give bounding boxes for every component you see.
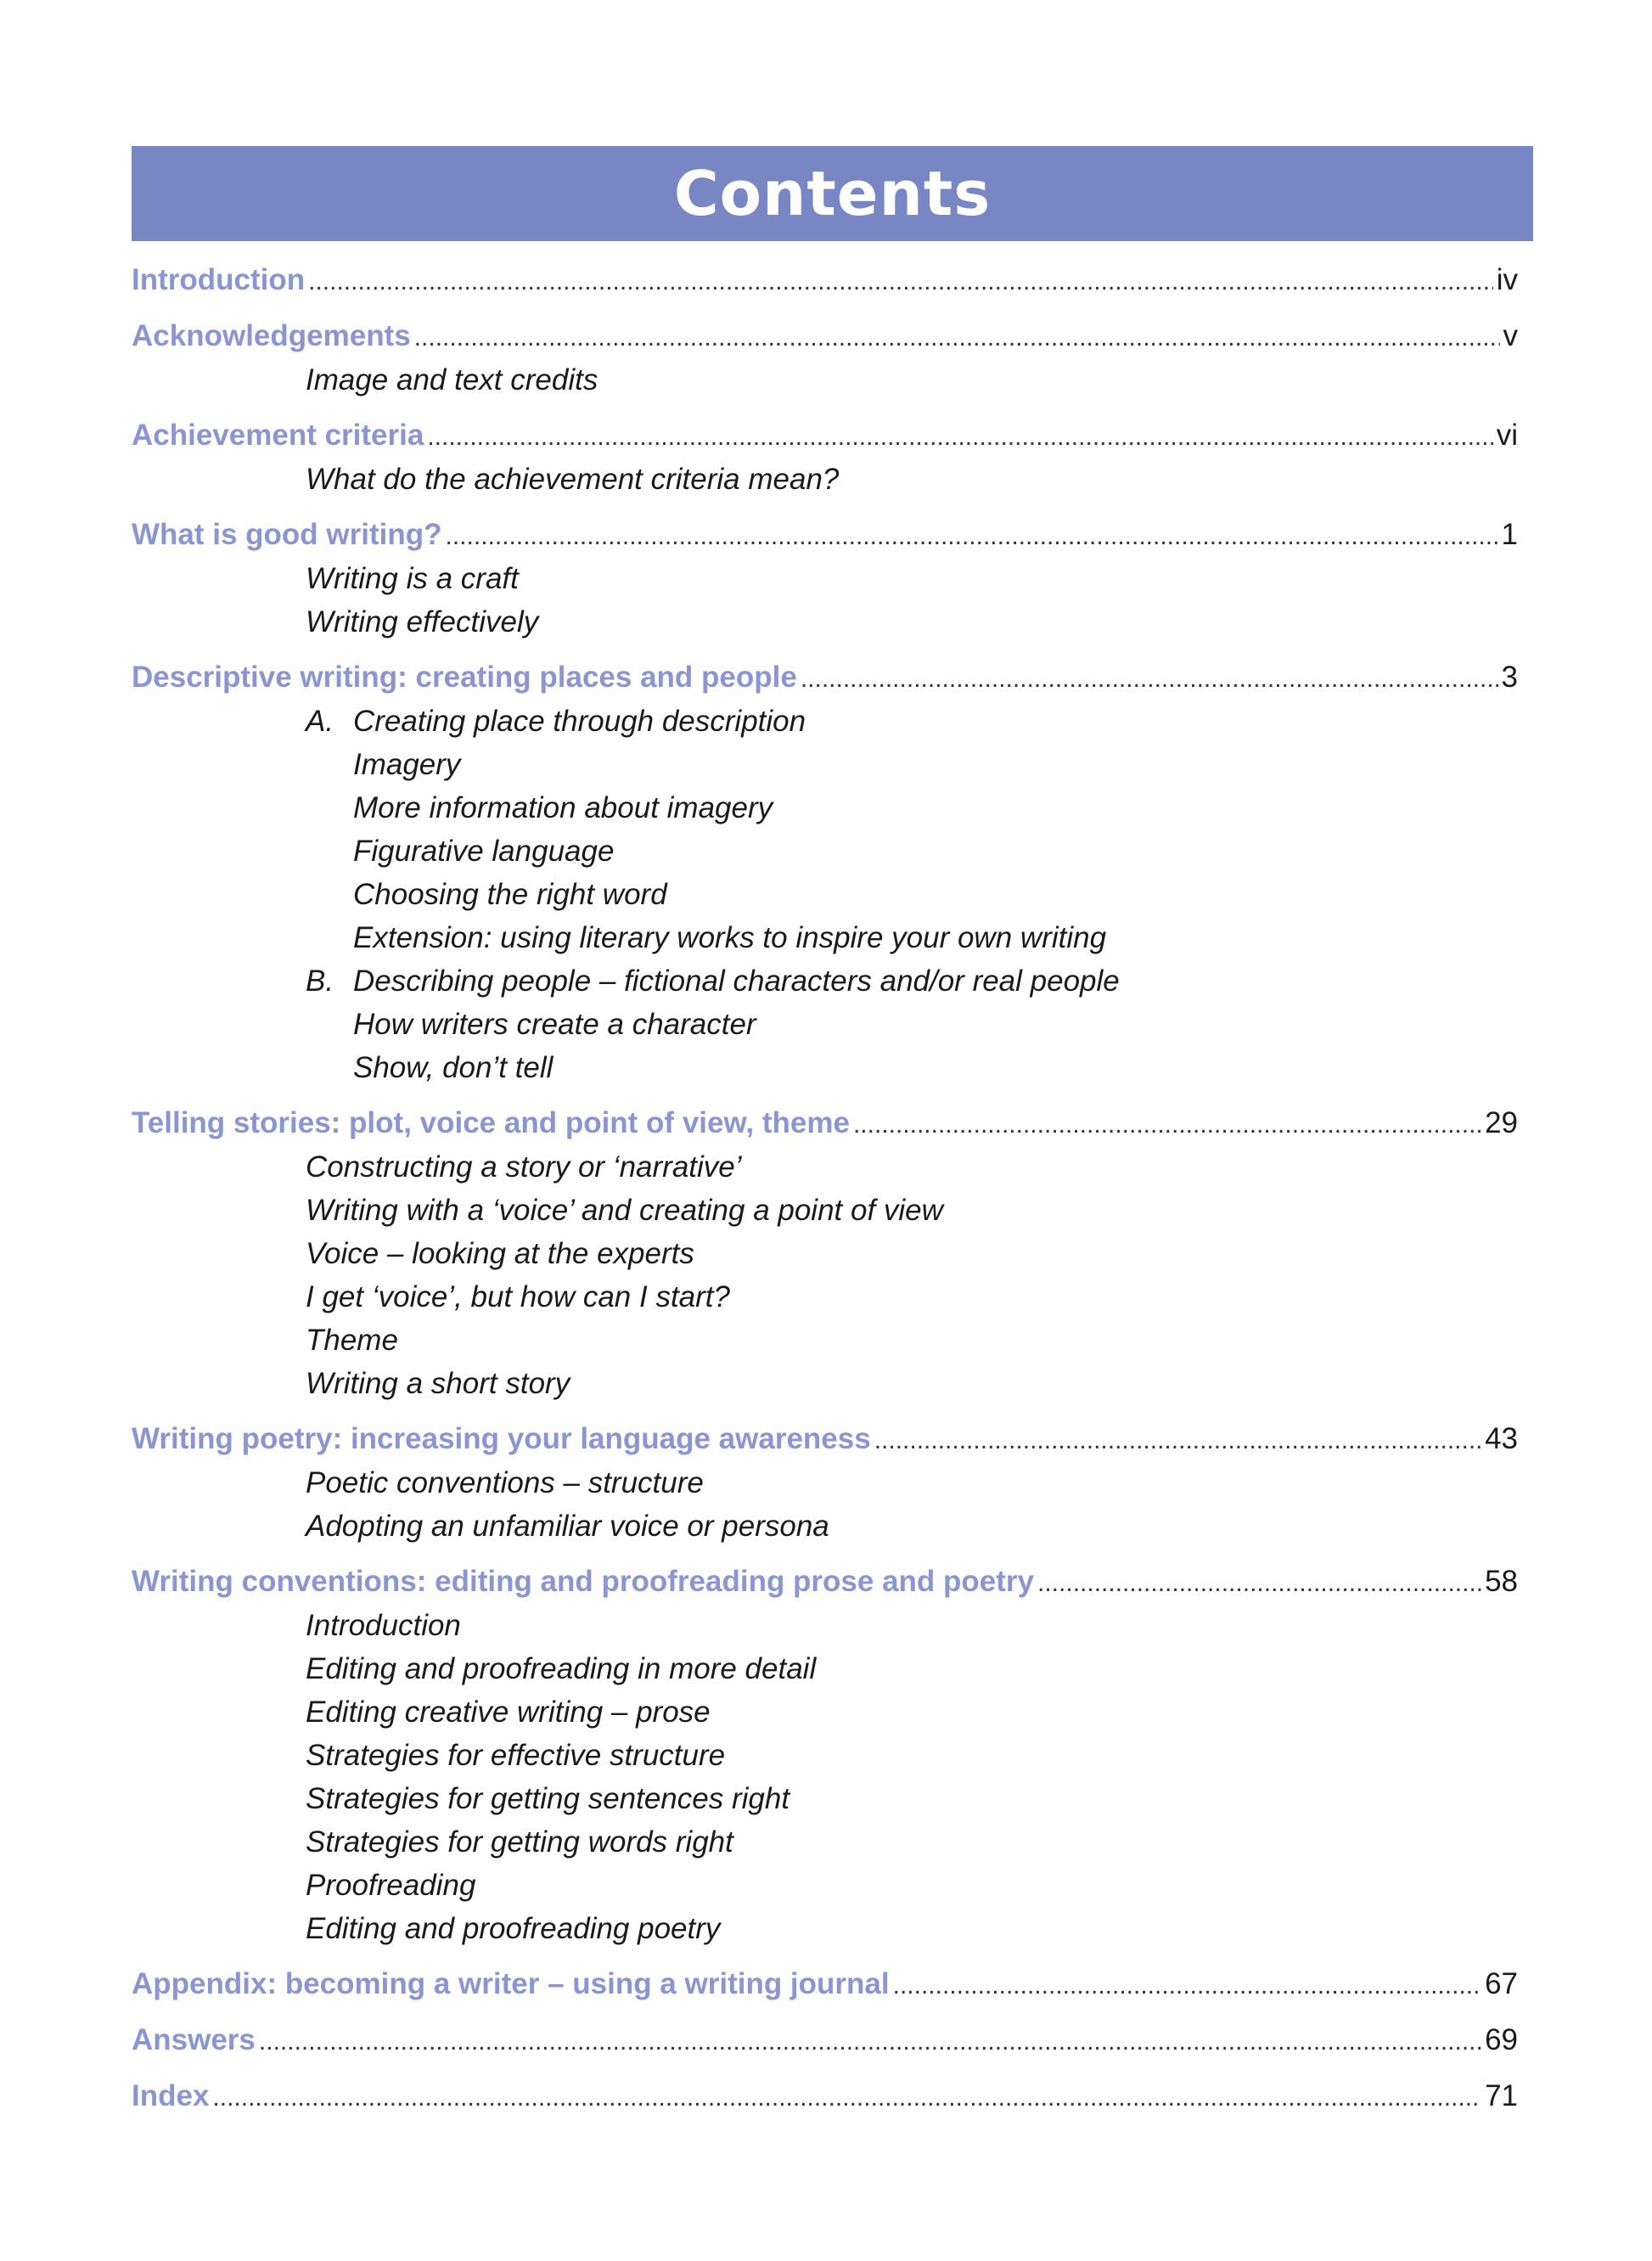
contents-page xyxy=(132,146,1533,2130)
toc-entry[interactable] xyxy=(132,1962,1533,2006)
toc-entry[interactable] xyxy=(132,513,1533,557)
dot-leader xyxy=(893,1964,1481,2008)
title-banner xyxy=(132,146,1533,241)
toc-entry-title[interactable]: Introduction xyxy=(132,263,306,296)
table-of-contents xyxy=(132,258,1533,2118)
toc-page-number: 29 xyxy=(1485,1106,1518,1139)
toc-subentry: Writing is a craft xyxy=(306,562,519,595)
toc-page-number: v xyxy=(1503,319,1518,352)
toc-section xyxy=(132,513,1533,644)
toc-subentry: Writing with a ‘voice’ and creating a point of view xyxy=(306,1194,943,1227)
toc-section xyxy=(132,1417,1533,1548)
toc-entry[interactable] xyxy=(132,1560,1533,1604)
toc-section xyxy=(132,314,1533,402)
toc-subentry: I get ‘voice’, but how can I start? xyxy=(306,1280,730,1313)
toc-entry-title[interactable]: Telling stories: plot, voice and point of view, theme xyxy=(132,1106,850,1139)
toc-page-number: 71 xyxy=(1485,2079,1518,2112)
toc-entry-title[interactable]: Index xyxy=(132,2079,210,2112)
toc-subentry: Introduction xyxy=(306,1609,461,1642)
toc-subentry: Writing effectively xyxy=(306,605,539,638)
toc-section xyxy=(132,2074,1533,2118)
toc-subentry: Constructing a story or ‘narrative’ xyxy=(306,1150,742,1184)
toc-subentry: Extension: using literary works to inspire your own writing xyxy=(353,921,1107,954)
dot-leader xyxy=(1037,1561,1481,1606)
toc-subentry: Strategies for getting sentences right xyxy=(306,1782,790,1815)
dot-leader xyxy=(212,2076,1481,2120)
toc-subentry xyxy=(132,959,1533,1003)
dot-leader xyxy=(446,515,1498,559)
toc-page-number: 43 xyxy=(1485,1422,1518,1455)
toc-subentry: Imagery xyxy=(353,748,461,781)
subentry-marker: B. xyxy=(306,965,334,998)
toc-page-number: 67 xyxy=(1485,1967,1518,2000)
toc-entry-title[interactable]: Writing poetry: increasing your language awareness xyxy=(132,1422,871,1455)
toc-entry[interactable] xyxy=(132,2074,1533,2118)
toc-subentry: Proofreading xyxy=(306,1869,476,1902)
toc-subentry: Theme xyxy=(306,1324,398,1357)
toc-subentry: Choosing the right word xyxy=(353,878,667,911)
toc-entry[interactable] xyxy=(132,2018,1533,2062)
toc-entry[interactable] xyxy=(132,413,1533,458)
toc-section xyxy=(132,2018,1533,2062)
toc-entry-title[interactable]: Answers xyxy=(132,2023,256,2056)
toc-entry-title[interactable]: Descriptive writing: creating places and people xyxy=(132,661,797,694)
toc-subentry: More information about imagery xyxy=(353,791,773,824)
toc-page-number: 3 xyxy=(1501,661,1518,694)
toc-page-number: iv xyxy=(1496,263,1518,296)
toc-entry-title[interactable]: What is good writing? xyxy=(132,518,442,551)
toc-section xyxy=(132,655,1533,1089)
toc-entry[interactable] xyxy=(132,1101,1533,1145)
subentry-text: Describing people – fictional characters and/or real people xyxy=(353,965,1120,998)
toc-subentry: Editing creative writing – prose xyxy=(306,1696,711,1729)
toc-entry-title[interactable]: Appendix: becoming a writer – using a writing journal xyxy=(132,1967,890,2000)
toc-subentry: Writing a short story xyxy=(306,1367,570,1400)
toc-section xyxy=(132,1101,1533,1405)
subentry-text: Creating place through description xyxy=(353,705,806,738)
dot-leader xyxy=(874,1419,1481,1463)
toc-entry-title[interactable]: Writing conventions: editing and proofreading prose and poetry xyxy=(132,1565,1035,1598)
toc-subentry: Show, don’t tell xyxy=(353,1051,553,1084)
toc-page-number: vi xyxy=(1496,419,1518,452)
toc-subentry: Editing and proofreading in more detail xyxy=(306,1652,817,1685)
subentry-marker: A. xyxy=(306,705,334,738)
toc-subentry: How writers create a character xyxy=(353,1008,756,1041)
toc-subentry: Poetic conventions – structure xyxy=(306,1466,704,1499)
toc-subentry: Figurative language xyxy=(353,835,615,868)
toc-entry[interactable] xyxy=(132,1417,1533,1461)
toc-subentry: Image and text credits xyxy=(306,363,598,397)
toc-subentry: What do the achievement criteria mean? xyxy=(306,463,840,496)
toc-entry[interactable] xyxy=(132,655,1533,700)
toc-subentry: Editing and proofreading poetry xyxy=(306,1912,721,1945)
toc-page-number: 1 xyxy=(1501,518,1518,551)
toc-entry[interactable] xyxy=(132,314,1533,358)
toc-section xyxy=(132,1962,1533,2006)
toc-section xyxy=(132,413,1533,501)
toc-entry[interactable] xyxy=(132,258,1533,302)
toc-page-number: 58 xyxy=(1485,1565,1518,1598)
toc-entry-title[interactable]: Acknowledgements xyxy=(132,319,411,352)
dot-leader xyxy=(414,316,1500,360)
toc-subentry: Adopting an unfamiliar voice or persona xyxy=(306,1510,829,1543)
dot-leader xyxy=(308,260,1493,304)
toc-subentry xyxy=(132,700,1533,743)
dot-leader xyxy=(259,2020,1481,2064)
toc-section xyxy=(132,258,1533,302)
dot-leader xyxy=(427,415,1492,459)
page-title: Contents xyxy=(673,158,992,229)
toc-subentry: Strategies for getting words right xyxy=(306,1825,733,1859)
toc-page-number: 69 xyxy=(1485,2023,1518,2056)
toc-subentry: Strategies for effective structure xyxy=(306,1739,726,1772)
dot-leader xyxy=(853,1103,1481,1147)
toc-subentry: Voice – looking at the experts xyxy=(306,1237,694,1270)
dot-leader xyxy=(801,657,1498,701)
toc-entry-title[interactable]: Achievement criteria xyxy=(132,419,424,452)
toc-section xyxy=(132,1560,1533,1950)
